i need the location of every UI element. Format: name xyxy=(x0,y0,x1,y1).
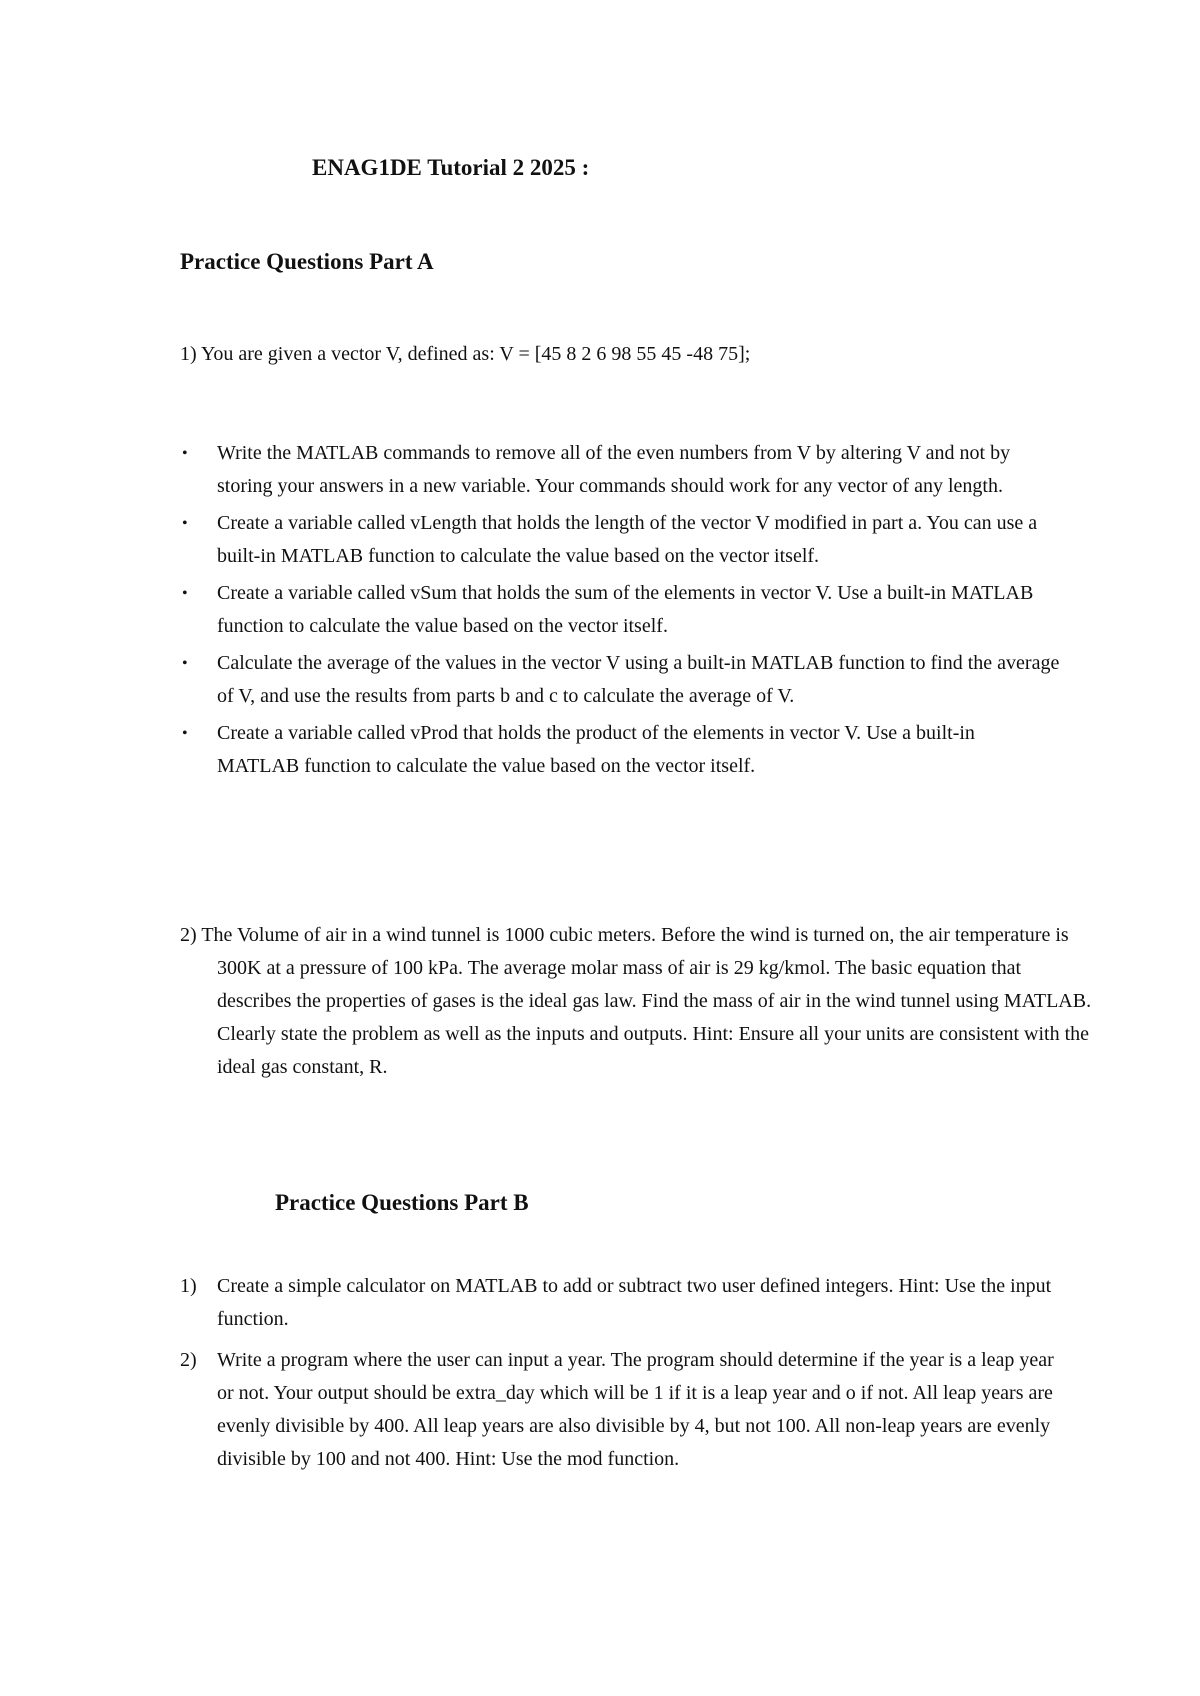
question-number: 1) xyxy=(180,343,197,365)
list-item xyxy=(180,717,1060,783)
list-item xyxy=(180,577,1060,643)
bullet-text: Create a variable called vSum that holds the sum of the elements in vector V. Use a built-in MATLAB function to calculate the value based on the vector itself. xyxy=(217,582,1034,637)
bullet-text: Calculate the average of the values in the vector V using a built-in MATLAB function to find the average of V, and use the results from parts b and c to calculate the average of V. xyxy=(217,652,1060,707)
question-text: You are given a vector V, defined as: V = [45 8 2 6 98 55 45 -48 75]; xyxy=(200,343,751,365)
part-b-heading: Practice Questions Part B xyxy=(275,1190,529,1215)
bullet-text: Create a variable called vLength that holds the length of the vector V modified in part a. You can use a built-in MATLAB function to calculate the value based on the vector itself. xyxy=(217,512,1038,567)
document-title: ENAG1DE Tutorial 2 2025 : xyxy=(312,155,590,180)
question-number: 1) xyxy=(180,1275,197,1297)
part-b-questions xyxy=(180,1270,1060,1484)
list-item xyxy=(180,1270,1060,1336)
list-item xyxy=(180,437,1060,503)
question-number: 2) xyxy=(180,1349,197,1371)
list-item xyxy=(180,507,1060,573)
bullet-icon: • xyxy=(182,655,188,672)
bullet-icon: • xyxy=(182,445,188,462)
bullet-icon: • xyxy=(182,515,188,532)
part-a-question-2 xyxy=(180,919,1097,1084)
part-a-question-1 xyxy=(180,338,750,371)
bullet-icon: • xyxy=(182,585,188,602)
part-a-question-1-bullets xyxy=(180,437,1060,787)
list-item xyxy=(180,1344,1060,1476)
bullet-text: Create a variable called vProd that holds the product of the elements in vector V. Use a built-in MATLAB function to calculate the value based on the vector itself. xyxy=(217,722,975,777)
question-text: The Volume of air in a wind tunnel is 1000 cubic meters. Before the wind is turned on, the air temperature is 300K at a pressure of 100 kPa. The average molar mass of air is 29 kg/kmol. The basic equation that describes the properties of gases is the ideal gas law. Find the mass of air in the wind tunnel using MATLAB. Clearly state the problem as well as the inputs and outputs. Hint: Ensure all your units are consistent with the ideal gas constant, R. xyxy=(201,924,1092,1078)
question-text: Write a program where the user can input a year. The program should determine if the year is a leap year or not. Your output should be extra_day which will be 1 if it is a leap year and o if not. All leap years are evenly divisible by 400. All leap years are also divisible by 4, but not 100. All non-leap years are evenly divisible by 100 and not 400. Hint: Use the mod function. xyxy=(217,1349,1054,1470)
bullet-icon: • xyxy=(182,725,188,742)
question-number: 2) xyxy=(180,924,197,946)
part-a-heading: Practice Questions Part A xyxy=(180,249,434,274)
list-item xyxy=(180,647,1060,713)
bullet-text: Write the MATLAB commands to remove all of the even numbers from V by altering V and not by storing your answers in a new variable. Your commands should work for any vector of any length. xyxy=(217,442,1011,497)
question-text: Create a simple calculator on MATLAB to add or subtract two user defined integers. Hint: Use the input function. xyxy=(217,1275,1052,1330)
